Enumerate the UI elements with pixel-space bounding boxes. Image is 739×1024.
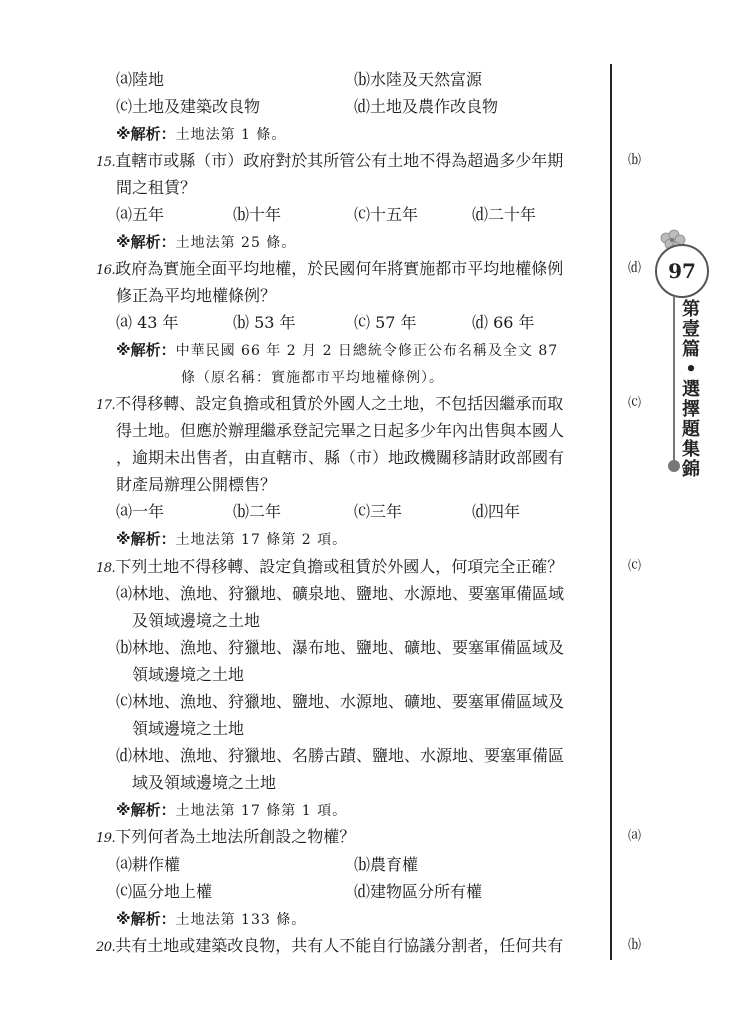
option-a [116,584,564,604]
question-text: 得土地。但應於辦理繼承登記完畢之日起多少年內出售與本國人 [116,421,565,440]
option-c [116,692,564,712]
answer-19: ⒜ [628,829,642,844]
option-b: ⒝水陸及天然富源 [354,70,483,89]
explanation-label: ※解析： [116,801,176,819]
explanation [116,529,347,550]
option-a: ⒜陸地 [116,70,165,89]
option-b: ⒝十年 [233,205,282,224]
question-continuation [116,421,564,441]
option-line [354,882,482,902]
question-text: 間之租賃？ [116,178,197,197]
option-text: ⒜林地、漁地、狩獵地、礦泉地、鹽地、水源地、要塞軍備區域 [116,584,565,603]
option-line [116,855,180,875]
option-c: ⒞三年 [354,502,403,521]
option-line [116,205,164,225]
answer-15: ⒝ [628,153,642,168]
option-d: ⒟二十年 [472,205,537,224]
option-text: 領域邊境之土地 [132,665,245,684]
page-number: 97 [668,259,696,283]
explanation-text: 土地法第 133 條。 [175,912,307,928]
option-continuation [132,719,244,739]
question-continuation [116,178,196,198]
column-divider [610,64,612,960]
option-text: ⒟林地、漁地、狩獵地、名勝古蹟、鹽地、水源地、要塞軍備區 [116,746,565,765]
option-text: ⒞林地、漁地、狩獵地、鹽地、水源地、礦地、要塞軍備區域及 [116,692,565,711]
option-text: 域及領域邊境之土地 [132,773,277,792]
option-line [472,205,536,225]
option-continuation [132,773,276,793]
option-d: ⒟ 66 年 [472,313,535,332]
option-b: ⒝農育權 [354,855,419,874]
question-number: 19. [96,831,116,846]
tab-connector [673,296,675,464]
option-text: 及領域邊境之土地 [132,611,261,630]
question-15 [96,151,563,173]
question-number: 20. [96,940,116,955]
question-text: 直轄市或縣（市）政府對於其所管公有土地不得為超過多少年期 [115,151,564,170]
explanation-label: ※解析： [116,341,176,359]
option-a: ⒜耕作權 [116,855,181,874]
explanation-continuation [181,367,444,388]
option-line [116,882,212,902]
option-c: ⒞土地及建築改良物 [116,97,261,116]
option-continuation [132,665,244,685]
answer-18: ⒞ [628,559,642,574]
answer-20: ⒝ [628,938,642,953]
option-d: ⒟四年 [472,502,521,521]
explanation [116,800,347,821]
question-number: 18. [96,561,116,576]
option-d: ⒟建物區分所有權 [354,882,483,901]
option-b: ⒝二年 [233,502,282,521]
option-continuation [132,611,260,631]
option-text: 領域邊境之土地 [132,719,245,738]
page-number-badge [655,244,709,298]
explanation [116,340,558,361]
option-line [354,313,417,333]
explanation-text: 中華民國 66 年 2 月 2 日總統令修正公布名稱及全文 87 [175,343,559,359]
explanation-text: 土地法第 17 條第 1 項。 [175,803,348,819]
question-continuation [116,475,276,495]
question-continuation [116,286,276,306]
tab-dot [668,460,680,472]
explanation-text: 條（原名稱：實施都市平均地權條例）。 [181,370,444,386]
question-number: 16. [96,263,116,278]
option-d: ⒟土地及農作改良物 [354,97,499,116]
option-line [116,502,164,522]
explanation-text: 土地法第 17 條第 2 項。 [175,532,348,548]
question-16 [96,259,563,281]
option-c: ⒞ 57 年 [354,313,417,332]
option-a: ⒜一年 [116,502,165,521]
explanation-label: ※解析： [116,233,176,251]
option-line [116,97,260,117]
option-text: ⒝林地、漁地、狩獵地、瀑布地、鹽地、礦地、要塞軍備區域及 [116,638,565,657]
option-line [233,313,296,333]
question-number: 15. [96,155,116,170]
option-line [116,70,164,90]
option-c: ⒞區分地上權 [116,882,213,901]
option-line [354,855,418,875]
question-17 [96,394,563,416]
question-text: 共有土地或建築改良物，共有人不能自行協議分割者，任何共有 [115,936,564,955]
question-18 [96,557,563,579]
option-a: ⒜ 43 年 [116,313,179,332]
question-text: 財產局辦理公開標售？ [116,475,277,494]
option-a: ⒜五年 [116,205,165,224]
explanation-label: ※解析： [116,125,176,143]
option-b [116,638,564,658]
answer-17: ⒞ [628,396,642,411]
explanation [116,124,286,145]
question-text: ，逾期未出售者，由直轄市、縣（市）地政機關移請財政部國有 [116,448,565,467]
explanation [116,232,296,253]
option-line [354,502,402,522]
option-line [233,205,281,225]
option-c: ⒞十五年 [354,205,419,224]
explanation [116,909,306,930]
explanation-text: 土地法第 25 條。 [175,235,297,251]
option-line [116,313,179,333]
option-line [472,502,520,522]
option-line [354,70,482,90]
option-line [233,502,281,522]
explanation-text: 土地法第 1 條。 [175,127,287,143]
option-line [354,205,418,225]
option-line [354,97,498,117]
option-b: ⒝ 53 年 [233,313,296,332]
question-text: 政府為實施全面平均地權，於民國何年將實施都市平均地權條例 [115,259,564,278]
question-text: 下列何者為土地法所創設之物權？ [115,827,356,846]
explanation-label: ※解析： [116,530,176,548]
question-19 [96,827,355,849]
question-text: 修正為平均地權條例？ [116,286,277,305]
question-continuation [116,448,564,468]
question-text: 不得移轉、設定負擔或租賃於外國人之土地，不包括因繼承而取 [115,394,564,413]
answer-16: ⒟ [628,261,642,276]
option-d [116,746,564,766]
question-number: 17. [96,398,116,413]
section-title: 第壹篇•選擇題集錦 [682,299,700,480]
question-20 [96,936,563,958]
option-line [472,313,535,333]
explanation-label: ※解析： [116,910,176,928]
question-text: 下列土地不得移轉、設定負擔或租賃於外國人，何項完全正確？ [115,557,564,576]
